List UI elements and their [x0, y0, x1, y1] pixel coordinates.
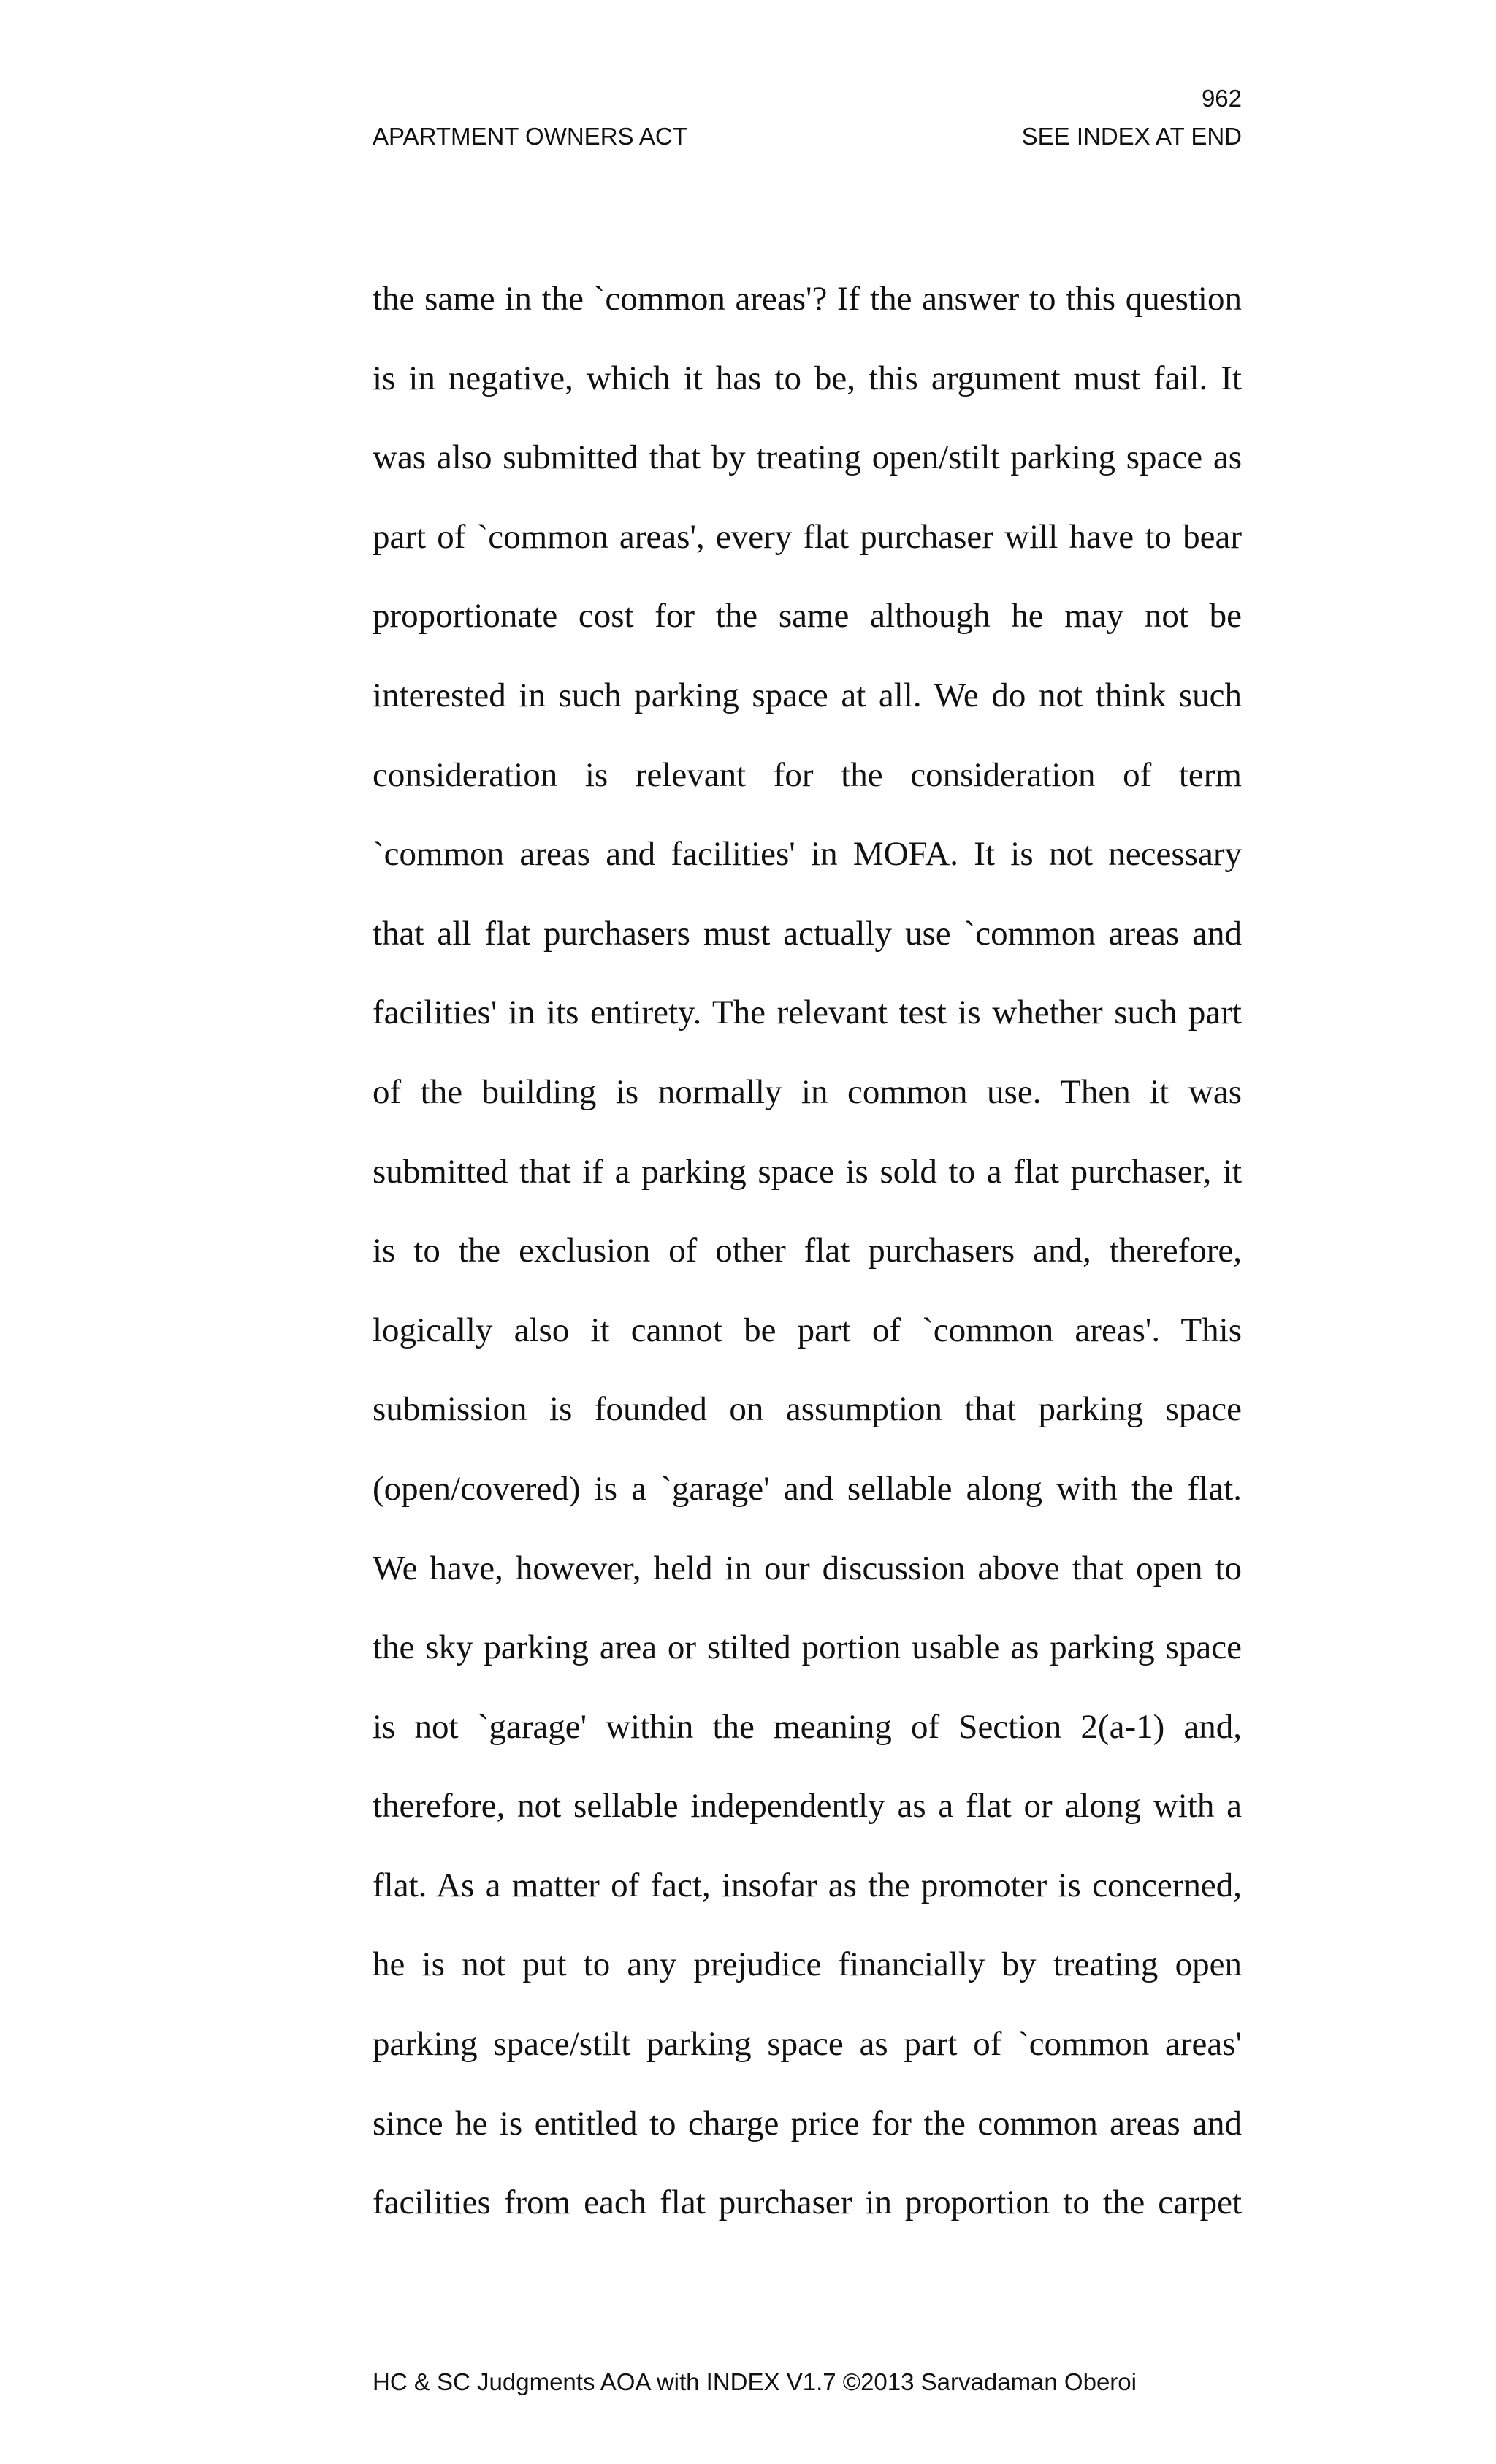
- running-header-title: APARTMENT OWNERS ACT: [373, 123, 687, 150]
- text-line: he is not put to any prejudice financially by treating open: [373, 1945, 1242, 1984]
- text-line: submitted that if a parking space is sold to a flat purchaser, it: [373, 1152, 1242, 1191]
- text-line: the same in the `common areas'? If the answer to this question: [373, 280, 1242, 318]
- text-line: was also submitted that by treating open/stilt parking space as: [373, 438, 1242, 477]
- text-line: therefore, not sellable independently as a flat or along with a: [373, 1787, 1242, 1826]
- text-line: We have, however, held in our discussion above that open to: [373, 1549, 1242, 1587]
- judgment-body-text: [373, 259, 1242, 2243]
- text-line: submission is founded on assumption that parking space: [373, 1390, 1242, 1429]
- text-line: consideration is relevant for the consideration of term: [373, 755, 1242, 794]
- page-number: 962: [1201, 85, 1242, 112]
- text-line: facilities from each flat purchaser in proportion to the carpet: [373, 2183, 1242, 2222]
- text-line: `common areas and facilities' in MOFA. It is not necessary: [373, 835, 1242, 874]
- text-line: parking space/stilt parking space as part of `common areas': [373, 2025, 1242, 2064]
- text-line: since he is entitled to charge price for the common areas and: [373, 2104, 1242, 2143]
- text-line: interested in such parking space at all. We do not think such: [373, 676, 1242, 714]
- text-line: flat. As a matter of fact, insofar as the promoter is concerned,: [373, 1866, 1242, 1904]
- text-line: the sky parking area or stilted portion usable as parking space: [373, 1628, 1242, 1667]
- text-line: of the building is normally in common use. Then it was: [373, 1072, 1242, 1111]
- text-line: is not `garage' within the meaning of Section 2(a-1) and,: [373, 1707, 1242, 1746]
- text-line: that all flat purchasers must actually use `common areas and: [373, 914, 1242, 953]
- text-line: is to the exclusion of other flat purchasers and, therefore,: [373, 1232, 1242, 1270]
- page-footer: HC & SC Judgments AOA with INDEX V1.7 ©2013 Sarvadaman Oberoi: [373, 2368, 1137, 2395]
- text-line: part of `common areas', every flat purchaser will have to bear: [373, 517, 1242, 556]
- text-line: proportionate cost for the same although he may not be: [373, 597, 1242, 636]
- text-line: is in negative, which it has to be, this argument must fail. It: [373, 359, 1242, 397]
- text-line: facilities' in its entirety. The relevant test is whether such part: [373, 993, 1242, 1032]
- text-line: logically also it cannot be part of `common areas'. This: [373, 1311, 1242, 1349]
- running-header-index-note: SEE INDEX AT END: [1021, 123, 1242, 150]
- text-line: (open/covered) is a `garage' and sellable along with the flat.: [373, 1469, 1242, 1508]
